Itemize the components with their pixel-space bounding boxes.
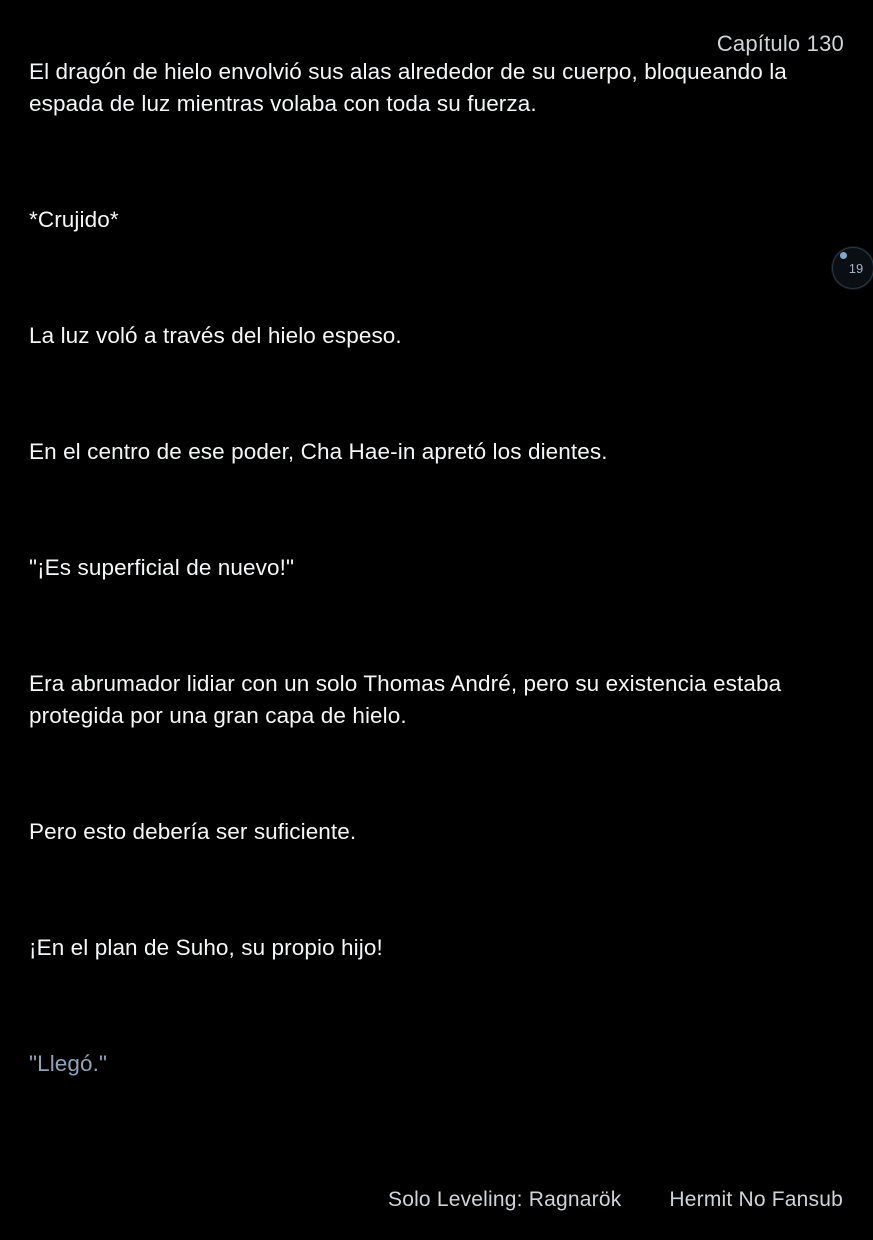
chapter-text-body xyxy=(29,56,844,1080)
paragraph-spacer xyxy=(29,848,844,932)
footer-group-name: Hermit No Fansub xyxy=(669,1188,843,1211)
paragraph: Era abrumador lidiar con un solo Thomas André, pero su existencia estaba protegida por una gran capa de hielo. xyxy=(29,671,782,728)
paragraph-highlighted: "Llegó." xyxy=(29,1051,108,1076)
paragraph-spacer xyxy=(29,236,844,320)
paragraph-spacer xyxy=(29,120,844,204)
paragraph: En el centro de ese poder, Cha Hae-in apretó los dientes. xyxy=(29,439,608,464)
paragraph-spacer xyxy=(29,732,844,816)
progress-value: 19 xyxy=(848,260,864,276)
footer xyxy=(388,1188,843,1212)
paragraph: El dragón de hielo envolvió sus alas alrededor de su cuerpo, bloqueando la espada de luz mientras volaba con toda su fuerza. xyxy=(29,59,787,116)
scroll-progress-badge[interactable] xyxy=(832,247,873,289)
paragraph: *Crujido* xyxy=(29,207,119,232)
paragraph: La luz voló a través del hielo espeso. xyxy=(29,323,402,348)
paragraph-spacer xyxy=(29,468,844,552)
footer-series-title: Solo Leveling: Ragnarök xyxy=(387,1188,622,1211)
paragraph: "¡Es superficial de nuevo!" xyxy=(29,555,295,580)
paragraph-spacer xyxy=(29,964,844,1048)
chapter-label: Capítulo 130 xyxy=(716,31,844,56)
paragraph-spacer xyxy=(29,584,844,668)
paragraph: Pero esto debería ser suficiente. xyxy=(29,819,357,844)
paragraph-spacer xyxy=(29,352,844,436)
progress-indicator-dot xyxy=(840,252,847,259)
paragraph: ¡En el plan de Suho, su propio hijo! xyxy=(29,935,383,960)
